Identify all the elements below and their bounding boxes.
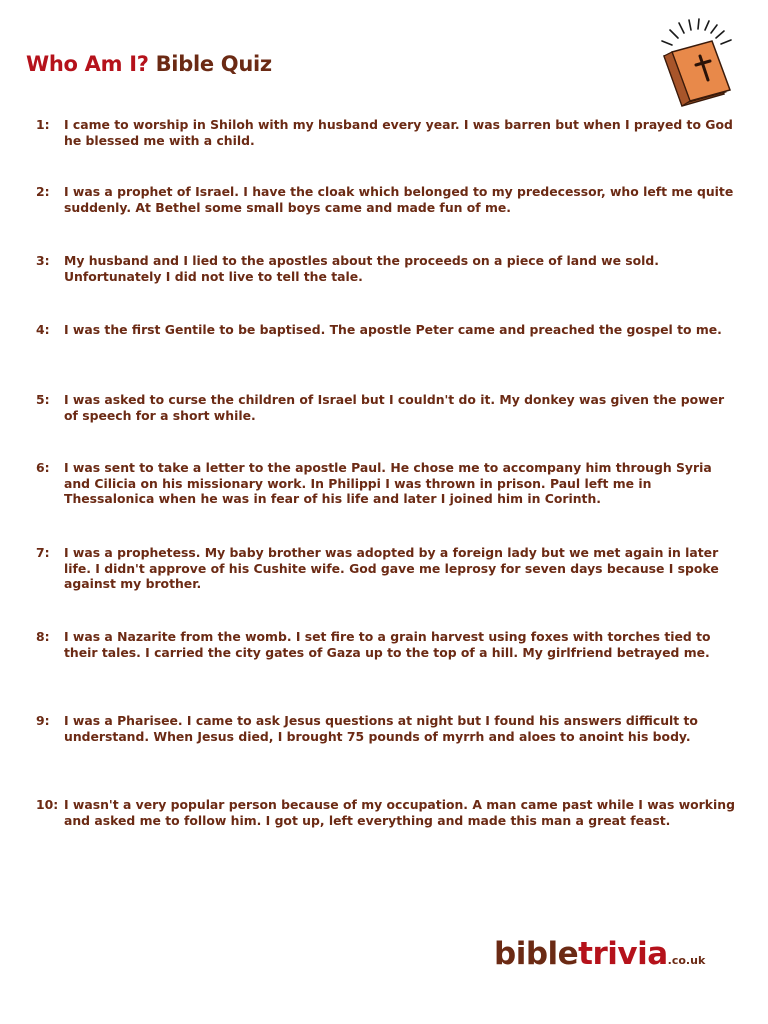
bible-book-icon <box>654 16 744 108</box>
question-item <box>36 713 736 744</box>
question-item <box>36 797 736 828</box>
page-title <box>26 52 272 76</box>
question-text: I was asked to curse the children of Israel but I couldn't do it. My donkey was given the power of speech for a short while. <box>64 392 725 423</box>
question-item <box>36 322 736 338</box>
question-number: 10: <box>36 797 59 812</box>
question-text: My husband and I lied to the apostles about the proceeds on a piece of land we sold. Unfortunately I did not live to tell the tale. <box>64 253 660 284</box>
logo-bible: bible <box>494 936 579 972</box>
logo-domain-suffix: .co.uk <box>667 954 706 967</box>
question-number: 4: <box>36 322 50 337</box>
question-number: 3: <box>36 253 50 268</box>
question-item <box>36 184 736 215</box>
question-item <box>36 117 736 148</box>
page-title-bible-quiz: Bible Quiz <box>148 52 272 76</box>
question-number: 8: <box>36 629 50 644</box>
question-text: I wasn't a very popular person because of my occupation. A man came past while I was working and asked me to follow him. I got up, left everything and made this man a great feast. <box>64 797 735 828</box>
question-number: 9: <box>36 713 50 728</box>
question-number: 2: <box>36 184 50 199</box>
question-text: I was a Nazarite from the womb. I set fire to a grain harvest using foxes with torches tied to their tales. I carried the city gates of Gaza up to the top of a hill. My girlfriend betrayed me. <box>64 629 711 660</box>
question-text: I was the first Gentile to be baptised. The apostle Peter came and preached the gospel to me. <box>64 322 722 337</box>
question-text: I was a prophetess. My baby brother was adopted by a foreign lady but we met again in later life. I didn't approve of his Cushite wife. God gave me leprosy for seven days because I spoke against my brother. <box>64 545 719 592</box>
question-text: I was a Pharisee. I came to ask Jesus questions at night but I found his answers difficult to understand. When Jesus died, I brought 75 pounds of myrrh and aloes to anoint his body. <box>64 713 698 744</box>
question-item <box>36 460 736 507</box>
question-item <box>36 545 736 592</box>
logo-trivia: trivia <box>578 936 668 972</box>
bibletrivia-logo <box>494 936 705 976</box>
page-title-who-am-i: Who Am I? <box>26 52 149 76</box>
question-number: 7: <box>36 545 50 560</box>
question-text: I came to worship in Shiloh with my husband every year. I was barren but when I prayed to God he blessed me with a child. <box>64 117 733 148</box>
question-number: 5: <box>36 392 50 407</box>
question-item <box>36 253 736 284</box>
question-number: 6: <box>36 460 50 475</box>
question-text: I was sent to take a letter to the apostle Paul. He chose me to accompany him through Syria and Cilicia on his missionary work. In Philippi I was thrown in prison. Paul left me in Thessalonica when he was in fear of his life and later I joined him in Corinth. <box>64 460 712 507</box>
question-number: 1: <box>36 117 50 132</box>
question-item <box>36 629 736 660</box>
question-item <box>36 392 736 423</box>
question-text: I was a prophet of Israel. I have the cloak which belonged to my predecessor, who left me quite suddenly. At Bethel some small boys came and made fun of me. <box>64 184 734 215</box>
